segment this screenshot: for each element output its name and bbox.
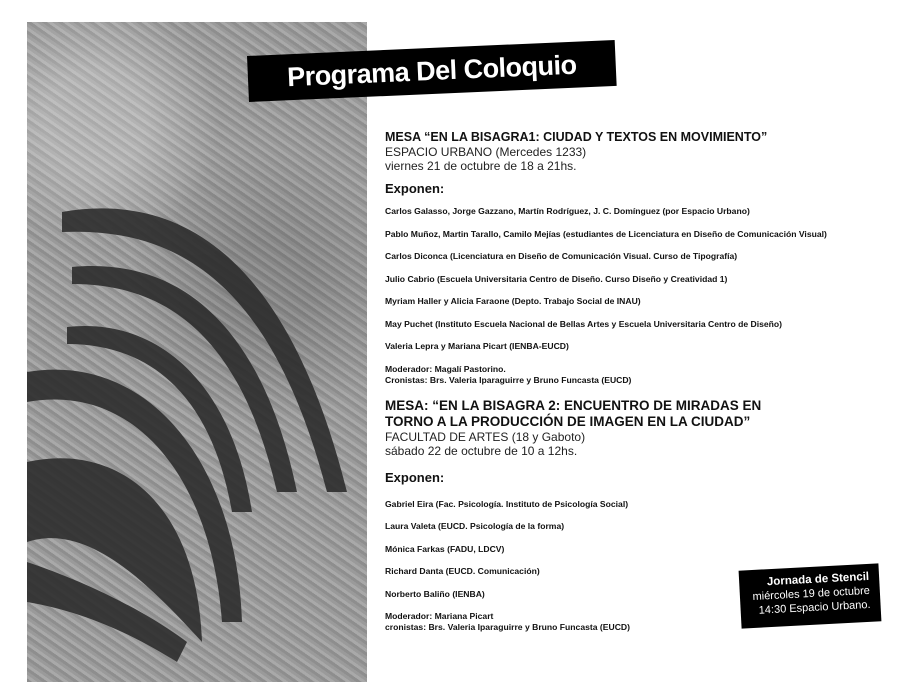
mesa-1-exponen-label: Exponen: (385, 181, 445, 196)
mesa-2-exponen-label: Exponen: (385, 469, 445, 485)
stencil-day-time-place: 14:30 Espacio Urbano. (758, 598, 871, 617)
stencil-arcs (27, 22, 367, 682)
speaker-line: Pablo Muñoz, Martin Tarallo, Camilo Mejías (estudiantes de Licenciatura en Diseño de Comunicación Visual) (385, 228, 827, 239)
mesa-2-title-line1: MESA: “EN LA BISAGRA 2: ENCUENTRO DE MIRADAS EN (385, 397, 762, 413)
speaker-line: Carlos Galasso, Jorge Gazzano, Martín Rodríguez, J. C. Domínguez (por Espacio Urbano) (385, 206, 750, 216)
speaker-line: Carlos Diconca (Licenciatura en Diseño de Comunicación Visual. Curso de Tipografía) (385, 251, 738, 261)
mesa-1 (385, 130, 890, 386)
mesa-2-date: sábado 22 de octubre de 10 a 12hs. (385, 443, 578, 458)
speaker-line: Richard Danta (EUCD. Comunicación) (385, 566, 540, 576)
mesa-2-cronistas: cronistas: Brs. Valeria Iparaguirre y Bruno Funcasta (EUCD) (385, 622, 630, 632)
speaker-line: Myriam Haller y Alicia Faraone (Depto. Trabajo Social de INAU) (385, 296, 641, 306)
program-content (385, 130, 890, 633)
mesa-2-moderator: Moderador: Mariana Picart (385, 611, 494, 621)
mesa-1-date: viernes 21 de octubre de 18 a 21hs. (385, 159, 577, 173)
stencil-day-title: Jornada de Stencil (766, 570, 870, 589)
stencil-day-date: miércoles 19 de octubre (752, 584, 871, 603)
stencil-day-box (739, 563, 882, 628)
speaker-line: Gabriel Eira (Fac. Psicología. Instituto de Psicología Social) (385, 498, 629, 509)
speaker-line: Norberto Baliño (IENBA) (385, 588, 485, 599)
mesa-1-moderator: Moderador: Magalí Pastorino. (385, 363, 506, 374)
mesa-1-venue: ESPACIO URBANO (Mercedes 1233) (385, 145, 587, 159)
mesa-1-title: MESA “EN LA BISAGRA1: CIUDAD Y TEXTOS EN MOVIMIENTO” (385, 130, 768, 144)
mesa-2-venue: FACULTAD DE ARTES (18 y Gaboto) (385, 429, 586, 444)
speaker-line: Laura Valeta (EUCD. Psicología de la forma) (385, 521, 565, 531)
speaker-line: Valeria Lepra y Mariana Picart (IENBA-EUCD) (385, 341, 569, 351)
speaker-line: Mónica Farkas (FADU, LDCV) (385, 543, 505, 554)
mesa-1-cronistas: Cronistas: Brs. Valeria Iparaguirre y Bruno Funcasta (EUCD) (385, 374, 632, 385)
page-title: Programa Del Coloquio (247, 40, 617, 102)
speaker-line: Julio Cabrio (Escuela Universitaria Centro de Diseño. Curso Diseño y Creatividad 1) (385, 273, 728, 284)
speaker-line: May Puchet (Instituto Escuela Nacional de Bellas Artes y Escuela Universitaria Centro de Diseño) (385, 318, 783, 329)
mesa-2-title-line2: TORNO A LA PRODUCCIÓN DE IMAGEN EN LA CIUDAD” (385, 413, 751, 429)
stencil-artwork (27, 22, 367, 682)
